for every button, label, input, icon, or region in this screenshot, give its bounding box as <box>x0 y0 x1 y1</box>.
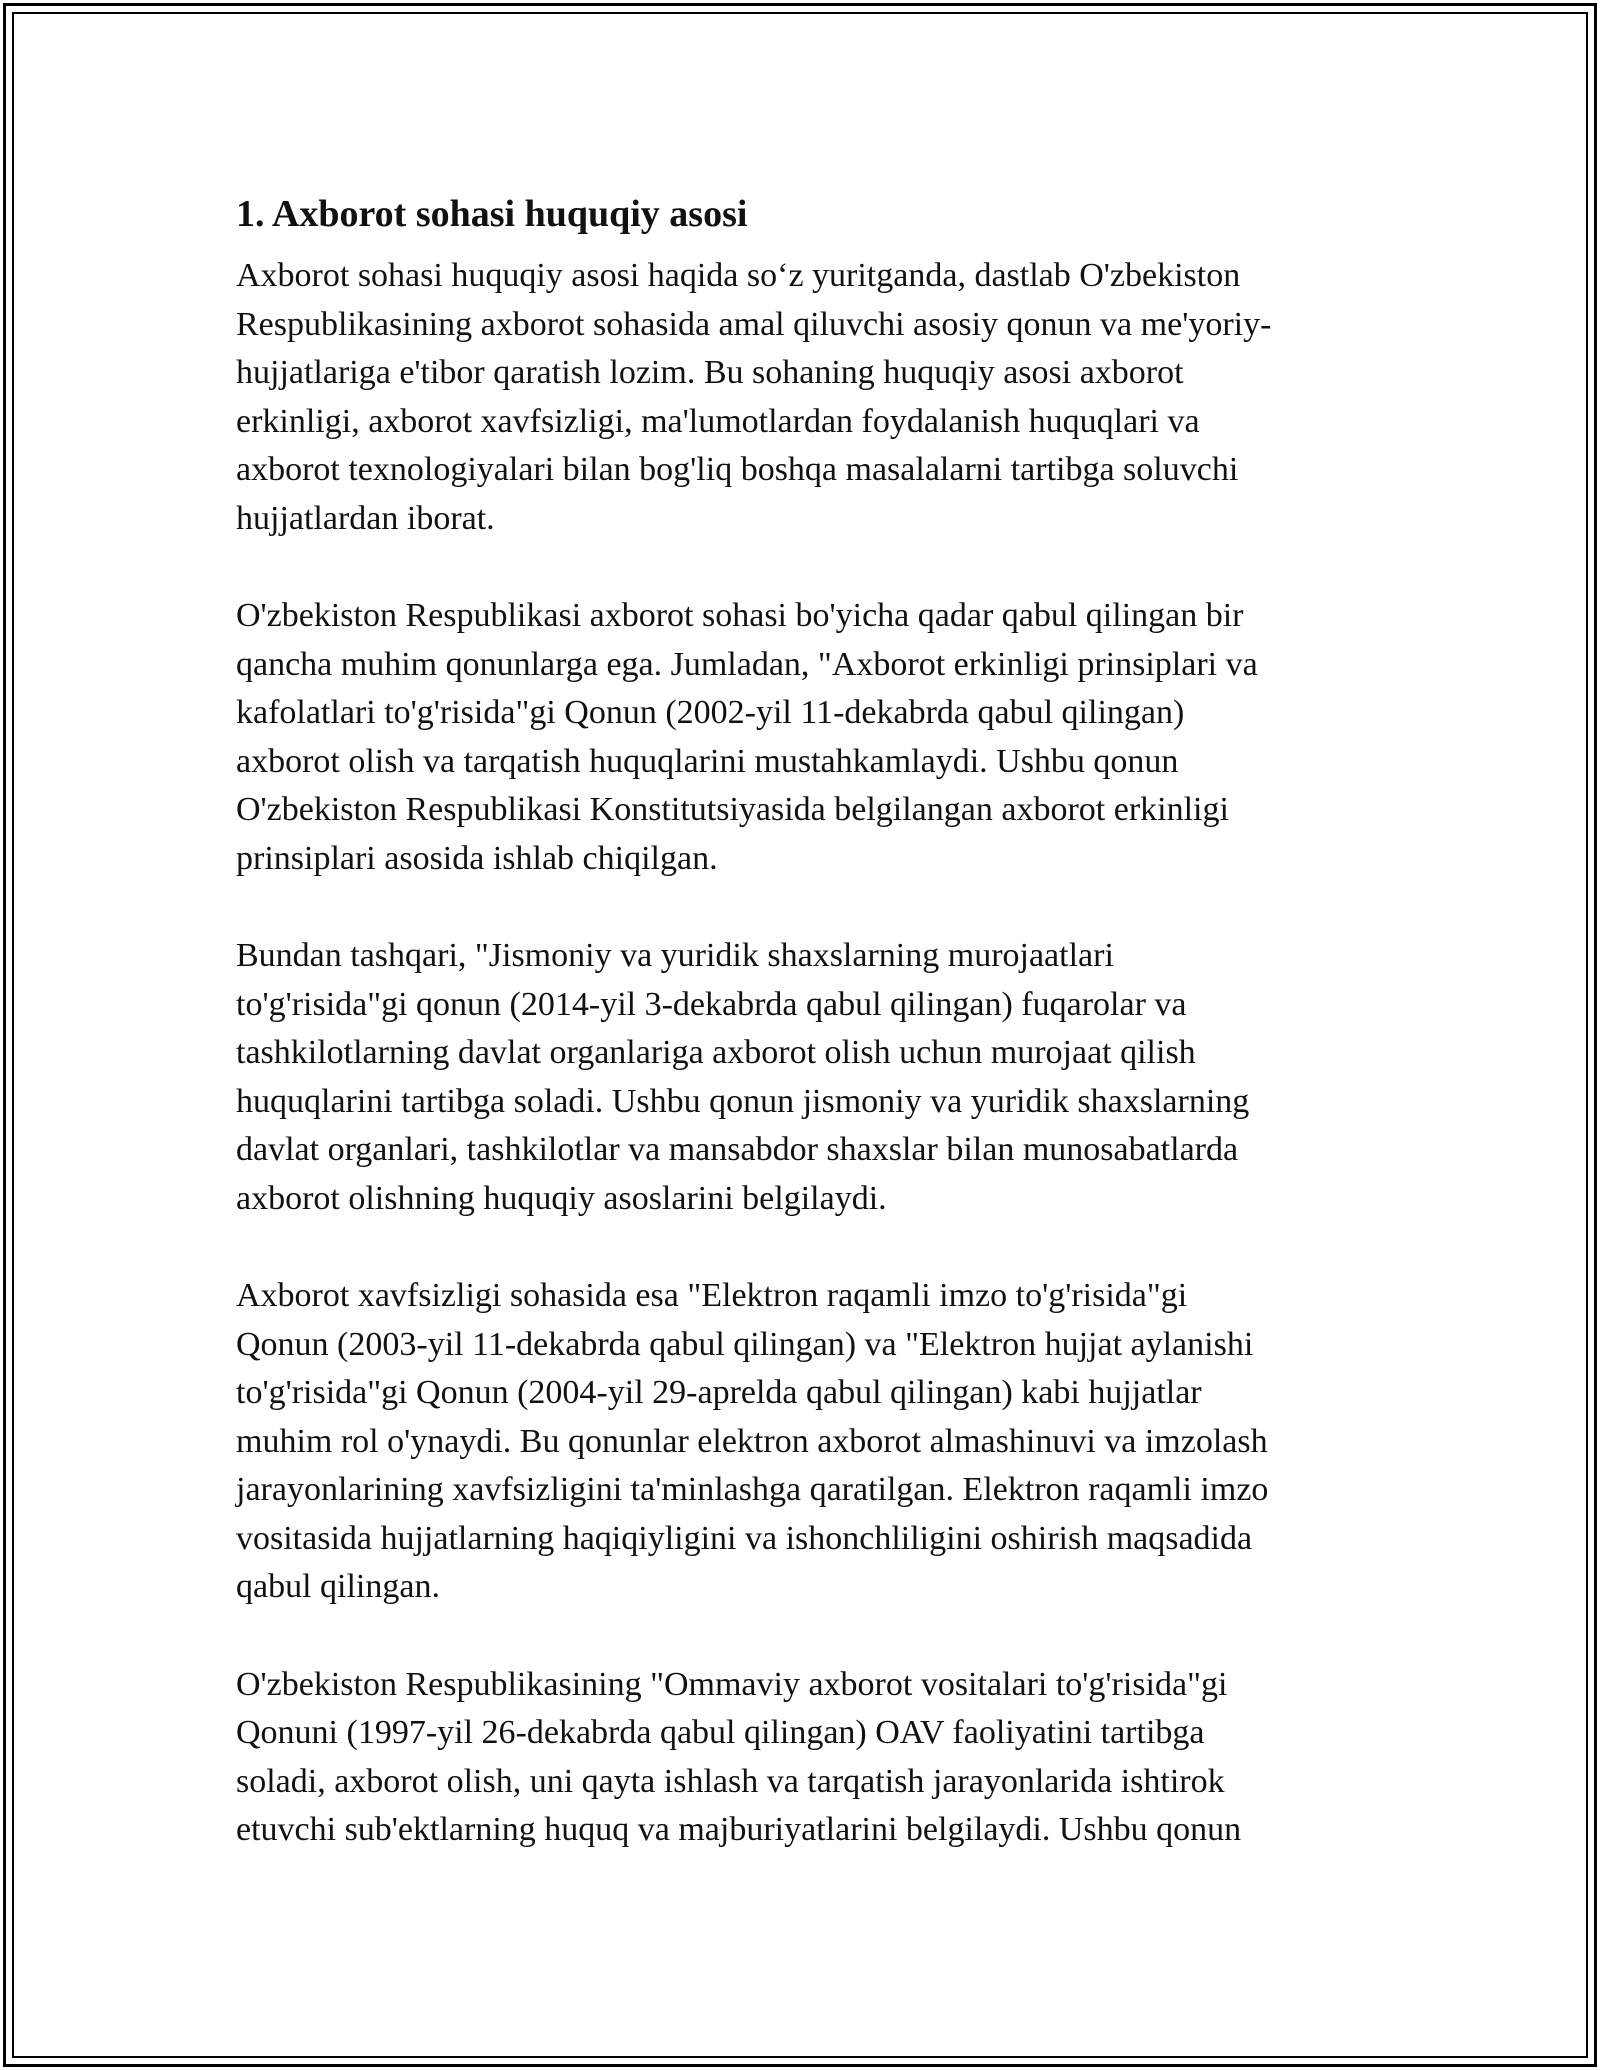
text-line: hujjatlariga e'tibor qaratish lozim. Bu sohaning huquqiy asosi axborot <box>236 354 1184 391</box>
text-line: etuvchi sub'ektlarning huquq va majburiyatlarini belgilaydi. Ushbu qonun <box>236 1811 1242 1848</box>
document-body <box>236 186 1366 1904</box>
paragraph-5 <box>236 1661 1366 1855</box>
text-line: kafolatlari to'g'risida"gi Qonun (2002-yil 11-dekabrda qabul qilingan) <box>236 694 1185 731</box>
text-line: Respublikasining axborot sohasida amal qiluvchi asosiy qonun va me'yoriy- <box>236 305 1272 343</box>
text-line: O'zbekiston Respublikasi Konstitutsiyasida belgilangan axborot erkinligi <box>236 791 1229 828</box>
paragraph-2 <box>236 592 1366 883</box>
text-line: muhim rol o'ynaydi. Bu qonunlar elektron axborot almashinuvi va imzolash <box>236 1422 1268 1460</box>
paragraph-4 <box>236 1272 1366 1612</box>
text-line: Axborot sohasi huquqiy asosi haqida so‘z yuritganda, dastlab O'zbekiston <box>236 257 1241 294</box>
text-line: axborot olish va tarqatish huquqlarini mustahkamlaydi. Ushbu qonun <box>236 742 1179 780</box>
text-line: Bundan tashqari, "Jismoniy va yuridik shaxslarning murojaatlari <box>236 937 1114 974</box>
text-line: to'g'risida"gi qonun (2014-yil 3-dekabrda qabul qilingan) fuqarolar va <box>236 985 1187 1023</box>
text-line: soladi, axborot olish, uni qayta ishlash va tarqatish jarayonlarida ishtirok <box>236 1762 1225 1800</box>
text-line: tashkilotlarning davlat organlariga axborot olish uchun murojaat qilish <box>236 1034 1196 1071</box>
text-line: vositasida hujjatlarning haqiqiyligini va ishonchliligini oshirish maqsadida <box>236 1519 1253 1557</box>
text-line: O'zbekiston Respublikasining "Ommaviy axborot vositalari to'g'risida"gi <box>236 1665 1228 1703</box>
paragraph-1 <box>236 252 1366 543</box>
text-line: Axborot xavfsizligi sohasida esa "Elektron raqamli imzo to'g'risida"gi <box>236 1277 1188 1314</box>
text-line: qancha muhim qonunlarga ega. Jumladan, "Axborot erkinligi prinsiplari va <box>236 645 1258 683</box>
text-line: jarayonlarining xavfsizligini ta'minlashga qaratilgan. Elektron raqamli imzo <box>236 1471 1269 1508</box>
text-line: hujjatlardan iborat. <box>236 499 495 537</box>
paragraph-3 <box>236 932 1366 1223</box>
text-line: axborot texnologiyalari bilan bog'liq boshqa masalalarni tartibga soluvchi <box>236 451 1239 488</box>
text-line: erkinligi, axborot xavfsizligi, ma'lumotlardan foydalanish huquqlari va <box>236 402 1200 440</box>
text-line: O'zbekiston Respublikasi axborot sohasi bo'yicha qadar qabul qilingan bir <box>236 597 1244 634</box>
text-line: axborot olishning huquqiy asoslarini belgilaydi. <box>236 1179 887 1217</box>
section-title: 1. Axborot sohasi huquqiy asosi <box>236 193 748 235</box>
text-line: davlat organlari, tashkilotlar va mansabdor shaxslar bilan munosabatlarda <box>236 1131 1239 1168</box>
text-line: Qonun (2003-yil 11-dekabrda qabul qilingan) va "Elektron hujjat aylanishi <box>236 1325 1254 1363</box>
text-line: prinsiplari asosida ishlab chiqilgan. <box>236 839 718 877</box>
text-line: huquqlarini tartibga soladi. Ushbu qonun jismoniy va yuridik shaxslarning <box>236 1082 1250 1120</box>
text-line: to'g'risida"gi Qonun (2004-yil 29-aprelda qabul qilingan) kabi hujjatlar <box>236 1374 1202 1411</box>
text-line: Qonuni (1997-yil 26-dekabrda qabul qilingan) OAV faoliyatini tartibga <box>236 1714 1205 1751</box>
text-line: qabul qilingan. <box>236 1568 440 1605</box>
